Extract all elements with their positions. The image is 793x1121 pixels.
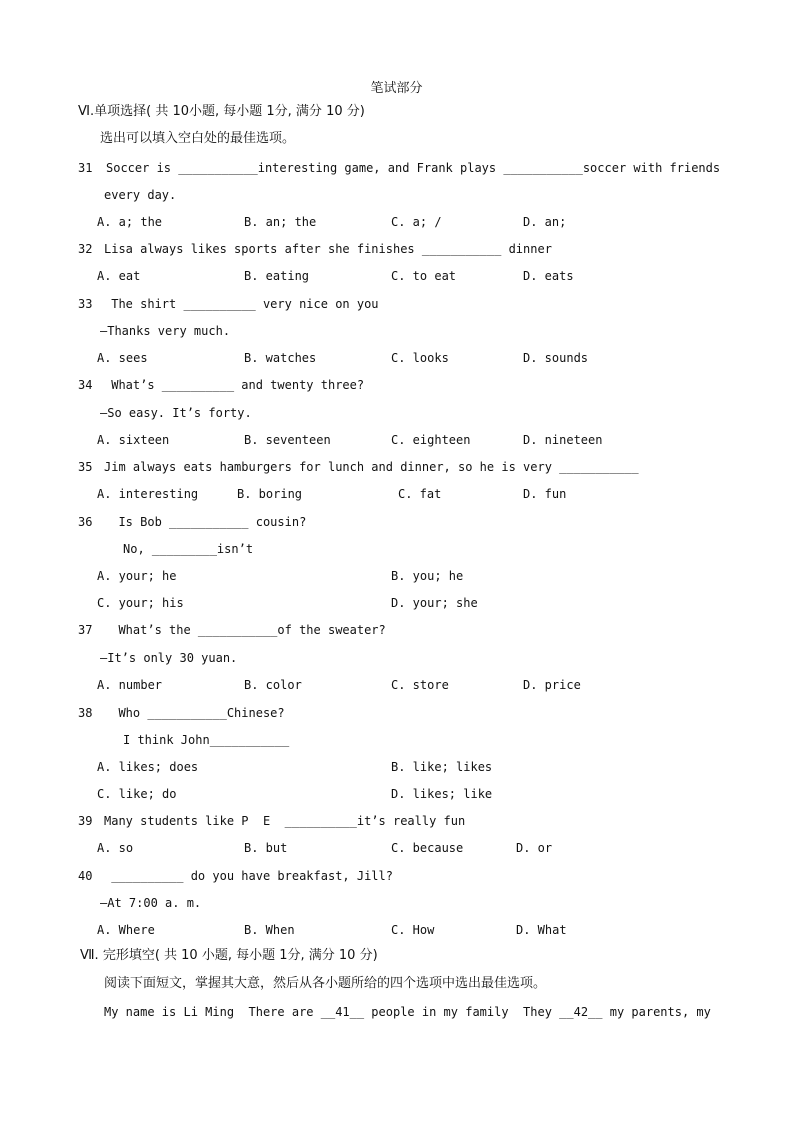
question-stem: Soccer is ___________interesting game, and Frank plays ___________soccer with friends [106,161,721,175]
question-stem: Many students like P E __________it’s really fun [104,814,466,828]
question-number: 33 [78,297,93,311]
question-number: 36 [78,515,93,529]
option-d: D. sounds [523,351,589,365]
option-d: D. eats [523,269,574,283]
question-reply: —So easy. It’s forty. [100,406,252,420]
question-stem: Lisa always likes sports after she finishes ___________ dinner [104,242,552,256]
page-title: 笔试部分 [370,81,423,96]
question-stem: The shirt __________ very nice on you [104,297,379,311]
question-stem: Is Bob ___________ cousin? [104,515,307,529]
option-b: B. watches [244,351,317,365]
question-stem-continued: every day. [104,188,177,202]
option-b: B. like; likes [391,760,493,774]
question-stem: What’s the ___________of the sweater? [104,623,386,637]
option-b: B. eating [244,269,310,283]
question-stem: __________ do you have breakfast, Jill? [104,869,393,883]
option-c: C. a; / [391,215,442,229]
section7-heading: Ⅶ. 完形填空( 共 10 小题, 每小题 1分, 满分 10 分) [80,948,378,963]
option-c: C. eighteen [391,433,471,447]
question-stem: What’s __________ and twenty three? [104,378,365,392]
option-c: C. your; his [97,596,184,610]
option-d: D. What [516,923,567,937]
question-reply: —It’s only 30 yuan. [100,651,238,665]
section6-heading: Ⅵ.单项选择( 共 10小题, 每小题 1分, 满分 10 分) [78,104,365,119]
question-number: 34 [78,378,93,392]
option-a: A. interesting [97,487,199,501]
section7-instruction: 阅读下面短文，掌握其大意，然后从各小题所给的四个选项中选出最佳选项。 [104,976,547,991]
option-c: C. fat [398,487,442,501]
option-c: C. to eat [391,269,457,283]
question-reply: —At 7:00 a. m. [100,896,202,910]
question-number: 31 [78,161,93,175]
option-d: D. nineteen [523,433,603,447]
question-number: 40 [78,869,93,883]
option-b: B. boring [237,487,303,501]
question-reply: I think John___________ [123,733,290,747]
option-b: B. color [244,678,302,692]
option-a: A. so [97,841,134,855]
option-a: A. sixteen [97,433,170,447]
option-a: A. Where [97,923,155,937]
option-d: D. fun [523,487,567,501]
option-a: A. likes; does [97,760,199,774]
section6-instruction: 选出可以填入空白处的最佳选项。 [100,131,296,146]
option-c: C. looks [391,351,449,365]
question-stem: Jim always eats hamburgers for lunch and dinner, so he is very ___________ [104,460,639,474]
question-number: 38 [78,706,93,720]
question-stem: Who ___________Chinese? [104,706,285,720]
passage-line: My name is Li Ming There are __41__ people in my family They __42__ my parents, my [104,1005,711,1019]
question-number: 37 [78,623,93,637]
option-d: D. your; she [391,596,478,610]
option-b: B. you; he [391,569,464,583]
option-d: D. price [523,678,581,692]
option-a: A. a; the [97,215,163,229]
option-a: A. number [97,678,163,692]
question-number: 32 [78,242,93,256]
question-reply: —Thanks very much. [100,324,231,338]
option-b: B. seventeen [244,433,331,447]
option-a: A. eat [97,269,141,283]
option-c: C. because [391,841,464,855]
question-number: 39 [78,814,93,828]
question-number: 35 [78,460,93,474]
option-a: A. your; he [97,569,177,583]
option-c: C. like; do [97,787,177,801]
option-b: B. When [244,923,295,937]
option-b: B. but [244,841,288,855]
option-d: D. or [516,841,553,855]
question-reply: No, _________isn’t [123,542,254,556]
option-b: B. an; the [244,215,317,229]
option-d: D. likes; like [391,787,493,801]
option-c: C. store [391,678,449,692]
option-a: A. sees [97,351,148,365]
option-c: C. How [391,923,435,937]
option-d: D. an; [523,215,567,229]
